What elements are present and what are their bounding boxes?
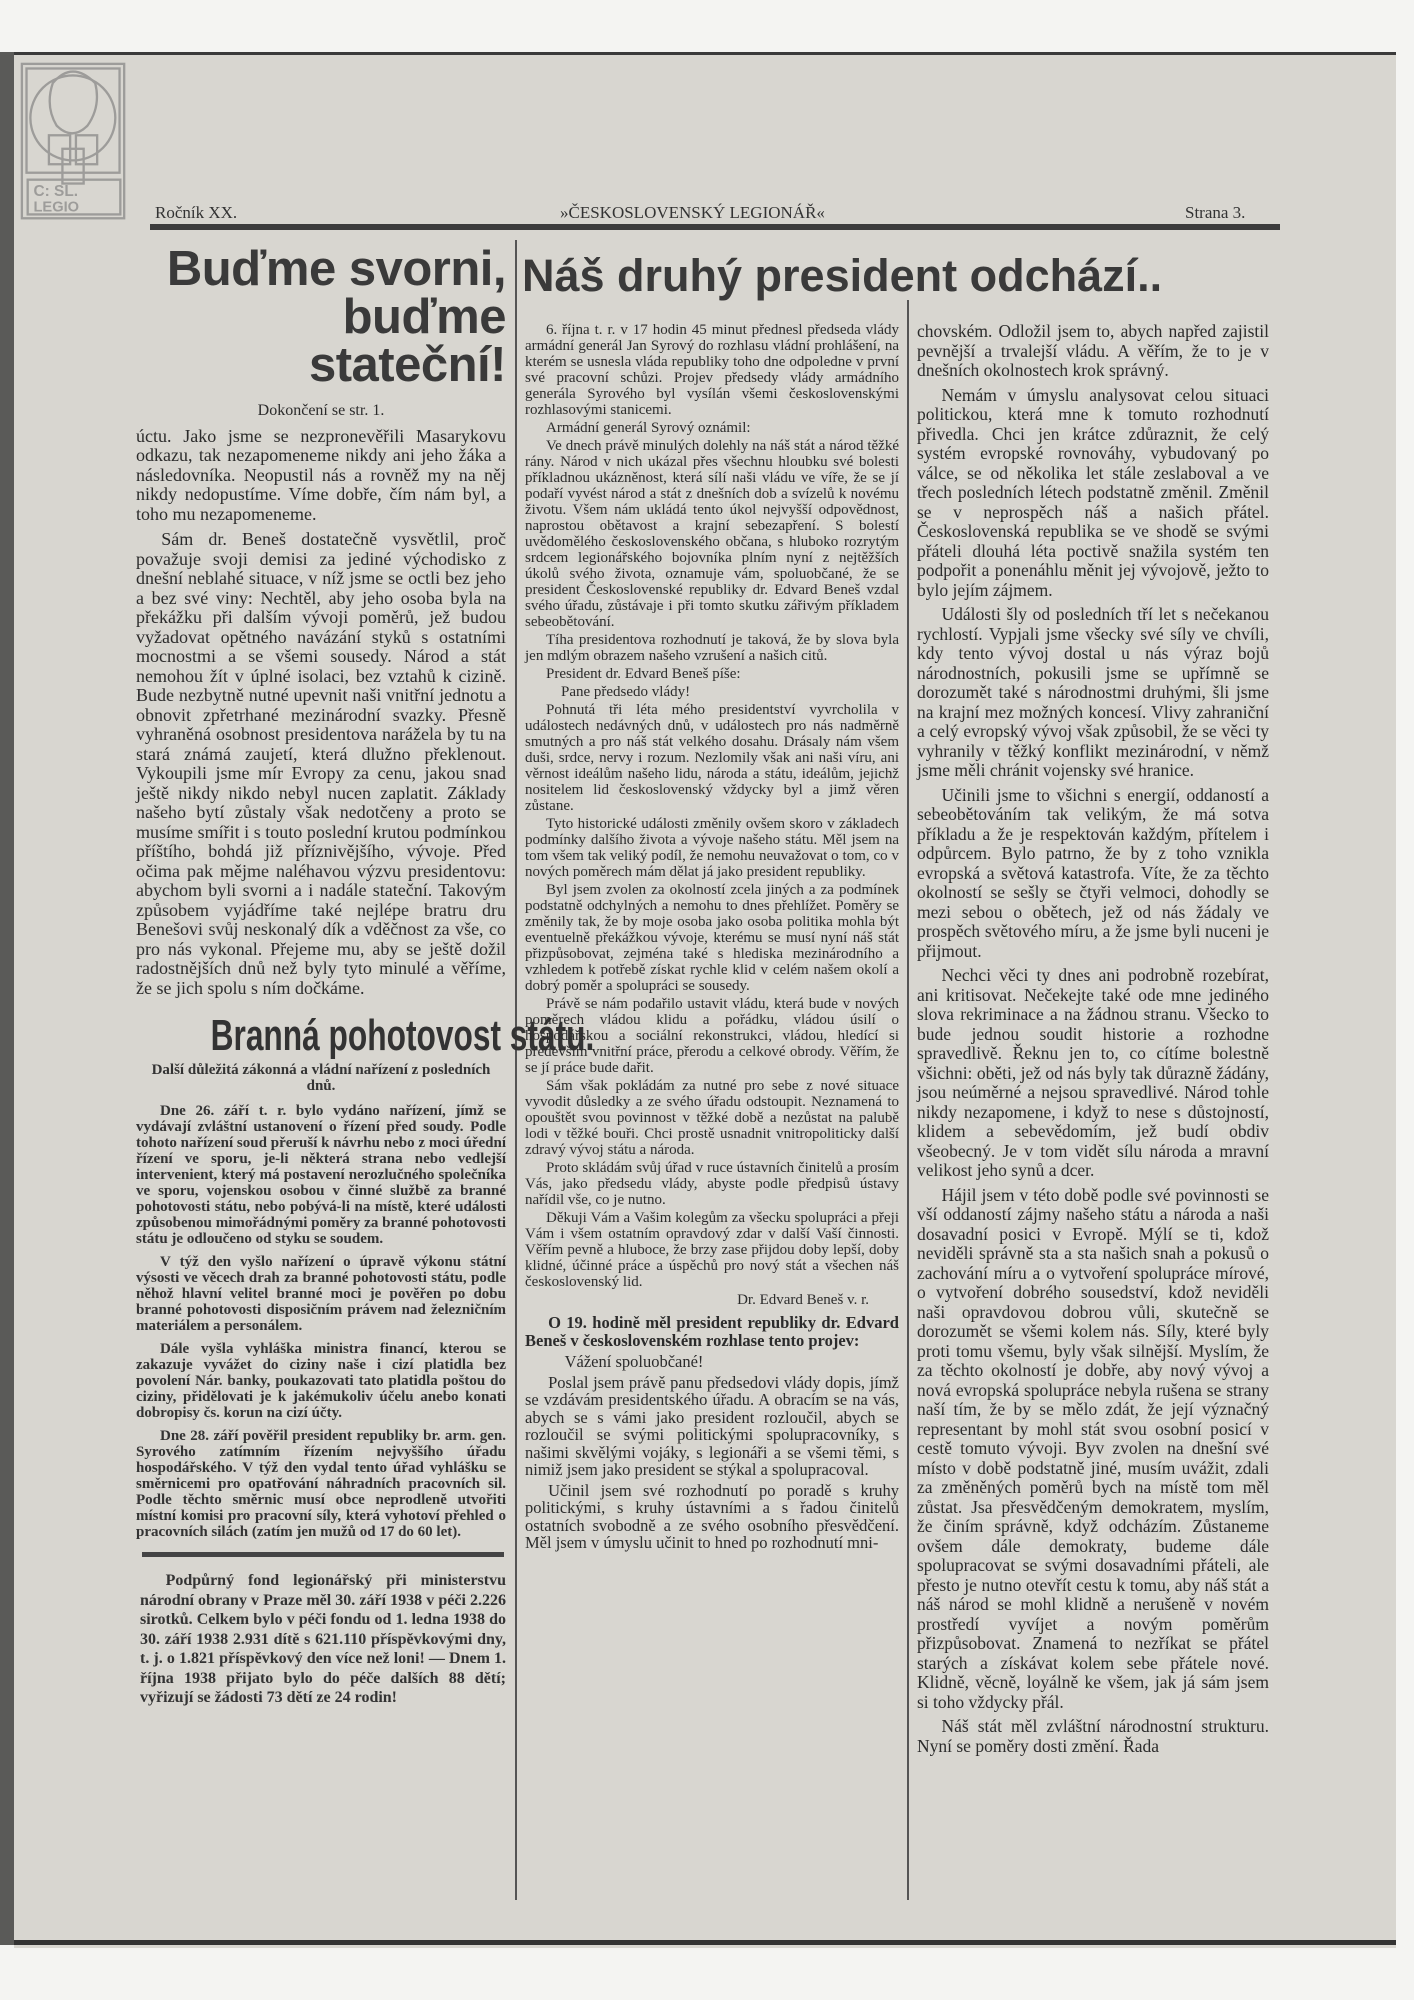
- subheadline: Další důležitá zákonná a vládní nařízení z posledních dnů.: [151, 1062, 491, 1094]
- headline-line1: Buďme svorni,: [166, 242, 506, 296]
- paragraph: Učinil jsem své rozhodnutí po poradě s kruhy politickými, s kruhy ústavními a s řadou činitelů ostatních svobodně a ze svého osobního přesvědčení. Měl jsem v úmyslu učinit to hned po rozhodnutí mni-: [525, 1480, 899, 1552]
- column-divider: [907, 300, 909, 1900]
- salutation: Pane předsedo vlády!: [561, 684, 691, 700]
- article3-column3: [917, 322, 1269, 1756]
- headline-text: Branná pohotovost státu.: [210, 1011, 595, 1060]
- paragraph: Dále vyšla vyhláška ministra financí, kterou se zakazuje vyvážet do ciziny naše i cizí platidla bez povolení Nár. banky, poukazovati tato platidla poštou do ciziny, přidělovati je k jakémukoliv účelu anebo konati dobropisy čs. korun na cizí účty.: [136, 1341, 506, 1421]
- paragraph: Události šly od posledních tří let s nečekanou rychlostí. Vypjali jsme všecky své síly ve chvíli, kdy tento vývoj dostal u nás výraz bojů národnostních, pokusili jsme se upřímně se dorozumět také s národnostmi druhými, šli jsme na krajní mez možných koncesí. Vlivy zahraniční a celý evropský vývoj však způsobil, že se věci ty vyhranily v těžký konflikt mezinárodní, v němž jsme měli chránit vojensky své hranice.: [917, 604, 1269, 780]
- paragraph: Byl jsem zvolen za okolností zcela jiných a za podmínek podstatně odchylných a nemohu to dnes přehlížet. Poměry se změnily tak, že by moje osoba jako osoba politika mohla být eventuelně překážkou vývoje, kterému se musí nyní náš stát přizpůsobovat, zejména také s hlediska mezinárodního a vzhledem k potřebě získat rychle klid v celém našem okolí a dobrý poměr a spolupráci se sousedy.: [525, 882, 899, 994]
- paragraph: Poslal jsem právě panu předsedovi vlády dopis, jímž se vzdávám presidentského úřadu. A obracím se na vás, abych se s vámi jako president rozloučil, abych se rozloučil se svými politickými spolupracovníky, s našimi skvělými vojáky, s legionáři a se všemi těmi, s nimiž jsem jako president se stýkal a spolupracoval.: [525, 1372, 899, 1479]
- paragraph: Tíha presidentova rozhodnutí je taková, že by slova byla jen mdlým obrazem našeho vzrušení a našich citů.: [525, 632, 899, 664]
- legion-logo-watermark: [18, 60, 130, 226]
- paragraph: Náš stát měl zvláštní národnostní strukturu. Nyní se poměry dosti změní. Řada: [917, 1716, 1269, 1756]
- page-bottom-edge: [14, 1940, 1396, 1945]
- paragraph: Hájil jsem v této době podle své povinnosti se vší oddaností zájmy našeho státu a národa a naši dosavadní posici v Evropě. Mýlí se ti, kdož neviděli správně sta a sta našich snah a pokusů o zachování míru a o vytvoření spolupráce mírové, o vytvoření dobrého sousedství, kdož neviděli naši opravdovou dobrou vůli, skutečně se dorozumět se všemi kolem nás. Síly, které byly proti tomu všemu, byly však silnější. Myslím, že za těchto okolností je dobře, aby nový vývoj a nová evropská spolupráce nebyla rušena se strany naší tím, že by se mělo zdát, že její význačný representant by mohl stát svou osobní posicí v cestě tomuto vývoji. Byv zvolen na dnešní své místo v době podstatně jiné, musím uvážit, zdali za změněných poměrů bych na místě tom měl zůstat. Jsa přesvědčeným demokratem, myslím, že činím správně, když odcházím. Zůstaneme ovšem dále demokraty, budeme dále spolupracovat se svými dosavadními přáteli, ale přesto je nutno otevřít cestu k tomu, aby náš stát a náš národ se mohl klidně a nerušeně v novém prostředí vyvíjet a novým poměrům přizpůsobovat. Znamená to nezříkat se přátel starých a získávat kolem sebe přátele nové. Klidně, věcně, loyálně ke všem, jak já sám jsem si toho vždycky přál.: [917, 1184, 1269, 1712]
- scan-edge: [0, 52, 14, 1945]
- article3-column2: [525, 322, 899, 1552]
- header-rule: [150, 224, 1280, 230]
- column1: [136, 242, 595, 1708]
- signature: Dr. Edvard Beneš v. r.: [737, 1292, 869, 1308]
- paragraph: Nechci věci ty dnes ani podrobně rozebírat, ani kritisovat. Nečekejte také ode mne jediného slova rekriminace a na žádnou stranu. Všecko to bude jednou soudit historie a rozhodne spravedlivě. Řeknu jen to, co cítíme bolestně všichni: oběti, jež od nás byly tak důrazně žádány, jsou neúměrné a nejsou spravedlivé. Národ tohle nikdy nezapomene, i když to nese s důstojností, klidem a sebevědomím, jež budí obdiv všeobecný. Je v tom vidět sílu národa a mravní velikost jeho synů a dcer.: [917, 965, 1269, 1180]
- paragraph: Sám dr. Beneš dostatečně vysvětlil, proč považuje svoji demisi za jediné východisko z dnešní neblahé situace, v níž jsme se octli bez jeho a bez své viny: Nechtěl, aby jeho osoba byla na překážku při dalším vývoji poměrů, jež budou vyžadovat opětného navázání styků s ostatními mocnostmi a se všemi sousedy. Národ a stát nemohou žít v úplné isolaci, bez vztahů k cizině. Bude nezbytně nutné upevnit naši vnitřní jednotu a obnovit zpřetrhané mezinárodní svazky. Přesně vyhraněná osobnost presidentova narážela by tu na stará známá zaujetí, která dlužno překlenout. Vykoupili jsme mír Evropy za cenu, jakou snad ještě nikdy nikdo nebyl nucen zaplatit. Základy našeho bytí zůstaly však nedotčeny a proto se musíme smířit i s touto poslední krutou podmínkou příštího, bohdá již příznivějšího, vývoje. Před očima pak mějme naléhavou výzvu presidentovu: abychom byli svorni a i nadále stateční. Takovým způsobem vyjádříme také nejlépe bratru dru Benešovi svůj neskonalý dík a vděčnost za vše, co pro nás vykonal. Přejeme mu, aby se ještě dožil radostnějších dnů než byly tyto minulé a věříme, že se jich spolu s ním dočkáme.: [136, 529, 506, 998]
- paragraph: Učinili jsme to všichni s energií, oddaností a sebeobětováním tak velikým, že má sotva příkladu a že je respektován každým, přítelem i odpůrcem. Bylo patrno, že by z toho vznikla evropská a světová katastrofa. Víte, že za těchto okolností se sešly se čtyři velmoci, dohodly se mezi sebou o obětech, jež od nás žádaly ve prospěch světového míru, a že jsme byli nuceni je přijmout.: [917, 784, 1269, 961]
- paragraph: Děkuji Vám a Vašim kolegům za všecku spolupráci a přeji Vám i všem ostatním opravdový zdar v další Vaší činnosti. Věřím pevně a hluboce, že brzy zase přijdou doby lepší, doby klidné, účinné práce a úspěchů pro nový stát a všechen náš československý lid.: [525, 1210, 899, 1290]
- paragraph: Armádní generál Syrový oznámil:: [546, 420, 751, 436]
- paragraph: Právě se nám podařilo ustavit vládu, která bude v nových poměrech vládou klidu a pořádku, vládou úsilí o hospodářskou a sociální rekonstrukci, vládou, hledící si především vnitřní práce, přerodu a celkové obrody. Věřím, že se jí práce bude dařit.: [525, 996, 899, 1076]
- paragraph: V týž den vyšlo nařízení o úpravě výkonu státní výsosti ve věcech drah za branné pohotovosti státu, podle něhož hlavní velitel branné moci je pověřen po dobu branné pohotovosti disposičním právem nad železničním materiálem a personálem.: [136, 1254, 506, 1334]
- column-divider: [515, 240, 517, 1900]
- headline-line2: buďme stateční!: [308, 290, 506, 392]
- section-rule: [142, 1552, 504, 1557]
- svg-text:LEGIO: LEGIO: [33, 199, 80, 216]
- article1-body: [136, 401, 506, 998]
- paragraph: Pohnutá tři léta mého presidentství vyvrcholila v událostech nedávných dnů, v událostech pro nás nadměrně smutných a pro náš stát velkého dosahu. Drásaly nám všem duši, srdce, nervy i rozum. Nezlomily však ani naši víru, ani věrnost ideálům našeho lidu, národa a státu, ideálům, jejichž nositelem lid československý vždycky byl a jimž věren zůstane.: [525, 702, 899, 814]
- headline-article1: [136, 242, 506, 392]
- paragraph: Dne 26. září t. r. bylo vydáno nařízení, jímž se vydávají zvláštní ustanovení o řízení před soudy. Podle tohoto nařízení soud přeruší k návrhu nebo z moci úřední řízení ve sporu, je-li některá strana nebo vedlejší intervenient, který má postavení nerozlučného společníka ve sporu, vojenskou osobou v činné službě za branné pohotovosti státu, nebo pobývá-li na místě, které události způsobenou mimořádnými poměry za branné pohotovosti státu je odloučeno od styku se soudem.: [136, 1103, 506, 1247]
- headline-article3: Náš druhý president odchází..: [522, 250, 1163, 301]
- continued-note: Dokončení se str. 1.: [257, 402, 385, 419]
- page-number: Strana 3.: [1185, 203, 1246, 222]
- paragraph: Sám však pokládám za nutné pro sebe z nové situace vyvodit důsledky a ze svého úřadu odstoupit. Neznamená to opouštět svou povinnost v těžké době a nezůstat na palubě lodi v těžké bouři. Chci prostě usnadnit vnitropoliticky další zdravý vývoj státu a národa.: [525, 1078, 899, 1158]
- notice-text: Podpůrný fond legionářský při ministerstvu národní obrany v Praze měl 30. září 1938 v péči 2.226 sirotků. Celkem bylo v péči fondu od 1. ledna 1938 do 30. září 1938 2.931 dítě s 621.110 příspěvkovými dny, t. j. o 1.821 příspěvkový den více než loni! — Dnem 1. října 1938 přijato bylo do péče dalších 88 dětí; vyřizují se žádosti 73 dětí ze 24 rodin!: [140, 1572, 506, 1706]
- paragraph: Nemám v úmyslu analysovat celou situaci politickou, která mne k tomuto rozhodnutí přivedla. Chci jen krátce zdůraznit, že celý systém evropské rovnováhy, vybudovaný po válce, se od několika let stále zeslaboval a ve třech posledních létech podstatně změnil. Změnil se v neprospěch náš a našich přátel. Československá republika se ve shodě se svými přáteli dlouhá léta poctivě snažila systém ten podpořit a ponenáhlu měnit jej vývojově, ježto to bylo jejím zájmem.: [917, 384, 1269, 600]
- paragraph: President dr. Edvard Beneš píše:: [546, 666, 741, 682]
- masthead: »ČESKOSLOVENSKÝ LEGIONÁŘ«: [560, 203, 825, 222]
- headline-article2: [136, 1010, 595, 1062]
- paragraph: Dne 28. září pověřil president republiky br. arm. gen. Syrového zatímním řízením nejvyššího úřadu hospodářského. V týž den vydal tento úřad vyhlášku se směrnicemi pro opatřování náhradních pracovních sil. Podle těchto směrnic musí obce neprodleně utvořiti místní komisi pro pracovní síly, která vyhotoví přehled o pracovních silách (zatím jen mužů od 17 do 60 let).: [136, 1428, 506, 1540]
- paragraph: Ve dnech právě minulých dolehly na náš stát a národ těžké rány. Národ v nich ukázal přes všechnu hloubku své bolesti příkladnou ukázněnost, která sílí naši vládu ve víře, že se jí podaří vyvést národ a stát z dnešních dob a svízelů k novému životu. Všem nám ukládá tento úkol nejvyšší odpovědnost, naprostou obětavost a krajní sebezapření. S bolestí uvědomělého československého občana, s hluboko rozrytým srdcem legionářského bojovníka plním nyní z nejtěžších úkolů svého života, oznamuje vám, spoluobčané, že se president Československé republiky dr. Edvard Beneš vzdal svého úřadu, zůstávaje i při tomto skutku zářivým příkladem sebeobětování.: [525, 438, 899, 630]
- volume-label: Ročník XX.: [155, 203, 238, 222]
- paragraph: 6. října t. r. v 17 hodin 45 minut přednesl předseda vlády armádní generál Jan Syrový do rozhlasu vládní prohlášení, na kterém se usnesla vláda republiky toho dne odpoledne v první své pracovní schůzi. Projev předsedy vlády armádního generála Syrového byl vysílán všemi československými rozhlasovými stanicemi.: [525, 322, 899, 418]
- svg-text:C: SL.: C: SL.: [33, 182, 79, 200]
- salutation: Vážení spoluobčané!: [564, 1352, 704, 1371]
- paragraph: úctu. Jako jsme se nezpronevěřili Masarykovu odkazu, tak nezapomeneme nikdy ani jeho žáka a následovníka. Neopustil nás a rovněž my na něj nikdy nedopustíme. Víme dobře, čím nám byl, a toho mu nezapomeneme.: [136, 425, 506, 524]
- paragraph: Proto skládám svůj úřad v ruce ústavních činitelů a prosím Vás, jako předsedu vlády, abyste podle předpisů ústavy nařídil vše, co je nutno.: [525, 1160, 899, 1208]
- paragraph: chovském. Odložil jsem to, abych napřed zajistil pevnější a trvalejší vládu. A věřím, že to je v dnešních okolnostech krok správný.: [917, 321, 1269, 380]
- article2-body: [136, 1062, 506, 1540]
- paragraph: Tyto historické události změnily ovšem skoro v základech podmínky dalšího života a vývoje našeho státu. Měl jsem na tom všem tak veliký podíl, že nemohu neuvažovat o tom, co v nových poměrech mám dělat já jako president republiky.: [525, 816, 899, 880]
- fund-notice: [136, 1571, 506, 1708]
- paragraph-intro: O 19. hodině měl president republiky dr. Edvard Beneš v československém rozhlase tento projev:: [525, 1313, 899, 1350]
